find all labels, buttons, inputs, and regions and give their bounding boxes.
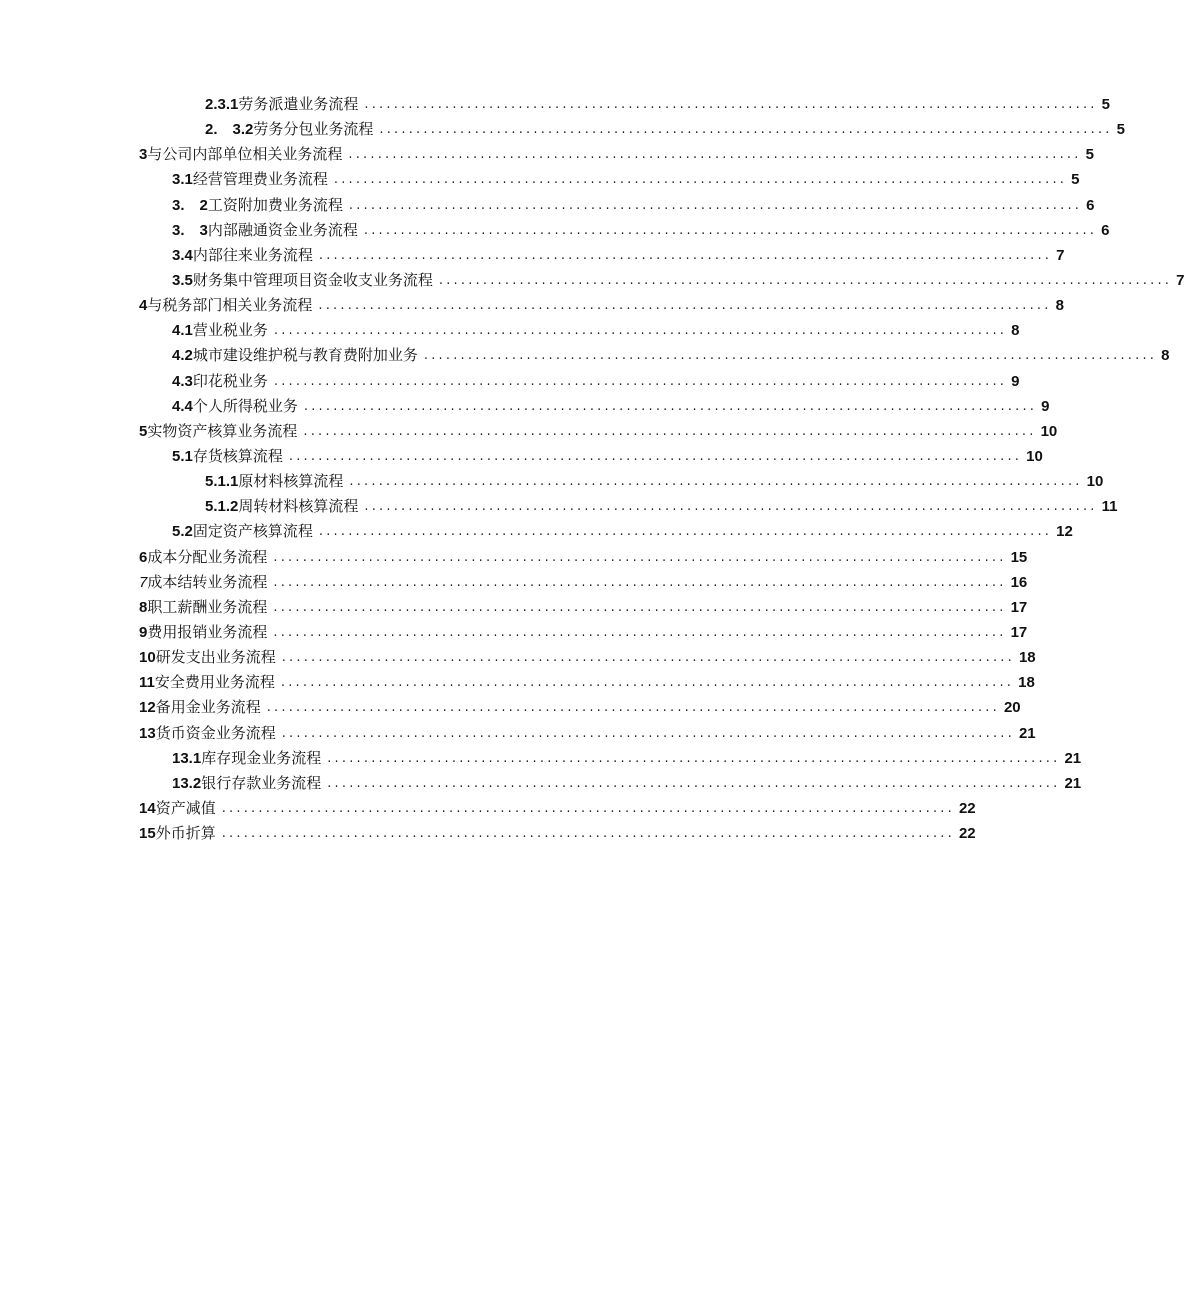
dot-leader: .................................................................................................... <box>318 298 1052 314</box>
toc-entry-page: 20 <box>1003 699 1021 717</box>
dot-leader: .................................................................................................... <box>423 348 1158 364</box>
toc-entry-number: 4.3 <box>172 372 193 390</box>
toc-entry-page: 5 <box>1101 96 1110 114</box>
toc-entry-title: 内部往来业务流程 <box>192 245 313 264</box>
toc-entry-number: 3. 3 <box>172 221 208 239</box>
toc-entry-number: 8 <box>139 598 148 616</box>
toc-entry-page: 9 <box>1011 372 1020 390</box>
toc-entry-title: 与公司内部单位相关业务流程 <box>147 145 343 164</box>
toc-entry-title: 安全费用业务流程 <box>154 673 275 692</box>
toc-entry-11[interactable] <box>0 670 1035 695</box>
toc-entry-3-2[interactable] <box>0 193 1095 218</box>
toc-entry-number: 15 <box>139 825 156 843</box>
toc-entry-5-2[interactable] <box>0 519 1073 544</box>
dot-leader: .................................................................................................... <box>280 675 1015 691</box>
dot-leader: .................................................................................................... <box>349 474 1083 490</box>
toc-entry-number: 4 <box>139 297 148 315</box>
dot-leader: .................................................................................................... <box>273 625 1007 641</box>
toc-entry-15[interactable] <box>0 821 976 846</box>
toc-entry-page: 10 <box>1040 422 1058 440</box>
toc-entry-number: 3. 2 <box>172 196 208 214</box>
toc-entry-title: 劳务派遣业务流程 <box>238 95 359 114</box>
dot-leader: .................................................................................................... <box>288 449 1023 465</box>
toc-entry-4-1[interactable] <box>0 318 1020 343</box>
toc-entry-3[interactable] <box>0 142 1094 167</box>
toc-entry-8[interactable] <box>0 595 1028 620</box>
toc-entry-page: 18 <box>1018 649 1036 667</box>
dot-leader: .................................................................................................... <box>221 826 955 842</box>
toc-entry-number: 6 <box>139 548 148 566</box>
toc-entry-number: 3.1 <box>172 171 193 189</box>
toc-entry-page: 10 <box>1026 448 1043 466</box>
toc-entry-page: 8 <box>1011 322 1020 340</box>
toc-entry-number: 5.2 <box>172 523 193 541</box>
dot-leader: .................................................................................................... <box>327 750 1061 766</box>
toc-entry-page: 17 <box>1010 598 1028 616</box>
toc-entry-13[interactable] <box>0 721 1036 746</box>
toc-entry-title: 城市建设维护税与教育费附加业务 <box>192 346 418 365</box>
toc-entry-title: 银行存款业务流程 <box>201 773 322 792</box>
toc-entry-title: 职工薪酬业务流程 <box>147 597 268 616</box>
toc-entry-title: 内部融通资金业务流程 <box>207 220 358 239</box>
toc-entry-title: 工资附加费业务流程 <box>207 195 343 214</box>
toc-entry-page: 21 <box>1064 749 1082 767</box>
toc-entry-number: 5.1.2 <box>205 498 239 516</box>
toc-entry-page: 22 <box>958 825 976 843</box>
toc-entry-4-4[interactable] <box>0 394 1050 419</box>
toc-entry-title: 资产减值 <box>155 799 216 817</box>
toc-entry-4-3[interactable] <box>0 369 1020 394</box>
toc-entry-3-3[interactable] <box>0 218 1110 243</box>
dot-leader: .................................................................................................... <box>333 172 1068 188</box>
toc-entry-4-2[interactable] <box>0 343 1170 368</box>
toc-entry-title: 固定资产核算流程 <box>192 522 313 541</box>
toc-entry-number: 13.1 <box>172 749 202 767</box>
toc-entry-title: 经营管理费业务流程 <box>192 170 328 189</box>
toc-entry-title: 周转材料核算流程 <box>238 497 359 516</box>
toc-entry-title: 原材料核算流程 <box>238 472 344 491</box>
toc-entry-page: 16 <box>1010 573 1028 591</box>
toc-entry-5-1-1[interactable] <box>0 469 1104 494</box>
dot-leader: .................................................................................................... <box>273 373 1008 389</box>
toc-entry-title: 外币折算 <box>155 824 216 843</box>
dot-leader: .................................................................................................... <box>281 650 1015 666</box>
toc-entry-page: 17 <box>1010 624 1028 642</box>
toc-entry-5-1[interactable] <box>0 444 1043 469</box>
dot-leader: .................................................................................................... <box>273 549 1007 565</box>
dot-leader: .................................................................................................... <box>273 323 1008 339</box>
toc-entry-page: 5 <box>1085 146 1094 164</box>
toc-entry-number: 5 <box>139 422 148 440</box>
dot-leader: .................................................................................................... <box>348 147 1082 163</box>
toc-entry-14[interactable] <box>0 796 976 821</box>
toc-entry-3-1[interactable] <box>0 167 1080 192</box>
toc-entry-number: 3.4 <box>172 246 193 264</box>
toc-entry-page: 21 <box>1018 724 1036 742</box>
toc-entry-2-3-1[interactable] <box>0 92 1110 117</box>
toc-entry-page: 11 <box>1101 498 1118 516</box>
toc-entry-title: 与税务部门相关业务流程 <box>147 296 313 315</box>
toc-entry-title: 财务集中管理项目资金收支业务流程 <box>192 271 433 290</box>
toc-entry-number: 14 <box>139 800 156 817</box>
dot-leader: .................................................................................................... <box>281 725 1015 741</box>
toc-entry-title: 劳务分包业务流程 <box>253 120 374 139</box>
toc-entry-title: 营业税业务 <box>192 321 268 340</box>
dot-leader: .................................................................................................... <box>364 97 1098 113</box>
toc-entry-title: 实物资产核算业务流程 <box>147 421 298 440</box>
toc-entry-number: 3 <box>139 146 148 164</box>
toc-entry-page: 6 <box>1086 196 1095 214</box>
toc-entry-number: 11 <box>139 674 155 692</box>
toc-entry-page: 18 <box>1018 674 1035 692</box>
toc-entry-page: 15 <box>1010 548 1028 566</box>
dot-leader: .................................................................................................... <box>318 524 1053 540</box>
toc-entry-number: 9 <box>139 624 148 642</box>
toc-entry-5[interactable] <box>0 419 1058 444</box>
toc-entry-3-5[interactable] <box>0 268 1184 293</box>
toc-entry-10[interactable] <box>0 645 1036 670</box>
dot-leader: .................................................................................................... <box>221 801 955 816</box>
toc-entry-number: 13 <box>139 724 156 742</box>
toc-entry-12[interactable] <box>0 695 1021 720</box>
toc-entry-page: 10 <box>1086 473 1104 491</box>
toc-entry-title: 备用金业务流程 <box>155 698 261 717</box>
toc-entry-2-3-2[interactable] <box>0 117 1125 142</box>
dot-leader: .................................................................................................... <box>266 700 1000 716</box>
toc-entry-4[interactable] <box>0 293 1064 318</box>
toc-entry-5-1-2[interactable] <box>0 494 1118 519</box>
toc-entry-number: 2. 3.2 <box>205 121 254 139</box>
dot-leader: .................................................................................................... <box>379 122 1113 138</box>
dot-leader: .................................................................................................... <box>303 423 1037 439</box>
toc-entry-title: 成本结转业务流程 <box>147 572 268 591</box>
toc-entry-13-1[interactable] <box>0 746 1082 771</box>
toc-entry-number: 12 <box>139 699 156 717</box>
toc-entry-page: 21 <box>1064 774 1082 792</box>
dot-leader: .................................................................................................... <box>273 599 1007 615</box>
toc-entry-title: 费用报销业务流程 <box>147 623 268 642</box>
toc-entry-number: 3.5 <box>172 272 193 290</box>
table-of-contents <box>0 92 1184 846</box>
toc-entry-6[interactable] <box>0 545 1028 570</box>
toc-entry-number: 2.3.1 <box>205 96 239 114</box>
dot-leader: .................................................................................................... <box>348 197 1083 213</box>
toc-entry-number: 5.1 <box>172 448 193 466</box>
dot-leader: .................................................................................................... <box>318 247 1053 263</box>
toc-entry-title: 个人所得税业务 <box>192 396 298 415</box>
toc-entry-title: 存货核算流程 <box>192 447 283 466</box>
toc-entry-number: 10 <box>139 649 156 667</box>
dot-leader: .................................................................................................... <box>303 398 1038 414</box>
toc-entry-3-4[interactable] <box>0 243 1065 268</box>
toc-entry-title: 印花税业务 <box>192 371 268 390</box>
toc-entry-page: 22 <box>958 800 976 817</box>
toc-entry-title: 货币资金业务流程 <box>155 723 276 742</box>
toc-entry-page: 9 <box>1041 397 1050 415</box>
toc-entry-title: 成本分配业务流程 <box>147 547 268 566</box>
toc-entry-number: 5.1.1 <box>205 473 239 491</box>
toc-entry-13-2[interactable] <box>0 771 1082 796</box>
dot-leader: .................................................................................................... <box>438 273 1173 289</box>
toc-entry-page: 12 <box>1056 523 1073 541</box>
toc-entry-page: 7 <box>1176 272 1184 290</box>
toc-entry-number: 4.1 <box>172 322 193 340</box>
toc-entry-title: 研发支出业务流程 <box>155 648 276 667</box>
toc-entry-page: 6 <box>1101 221 1110 239</box>
toc-entry-page: 5 <box>1071 171 1080 189</box>
toc-entry-number: 4.2 <box>172 347 193 365</box>
toc-entry-page: 8 <box>1055 297 1064 315</box>
toc-entry-number: 7 <box>139 573 148 591</box>
dot-leader: .................................................................................................... <box>273 574 1007 590</box>
toc-entry-page: 7 <box>1056 246 1065 264</box>
toc-entry-number: 13.2 <box>172 774 202 792</box>
dot-leader: .................................................................................................... <box>364 499 1098 515</box>
toc-entry-9[interactable] <box>0 620 1028 645</box>
dot-leader: .................................................................................................... <box>363 222 1098 238</box>
toc-entry-page: 5 <box>1116 121 1125 139</box>
toc-entry-page: 8 <box>1161 347 1170 365</box>
toc-entry-title: 库存现金业务流程 <box>201 748 322 767</box>
toc-entry-number: 4.4 <box>172 397 193 415</box>
dot-leader: .................................................................................................... <box>327 775 1061 791</box>
toc-entry-7[interactable] <box>0 570 1028 595</box>
